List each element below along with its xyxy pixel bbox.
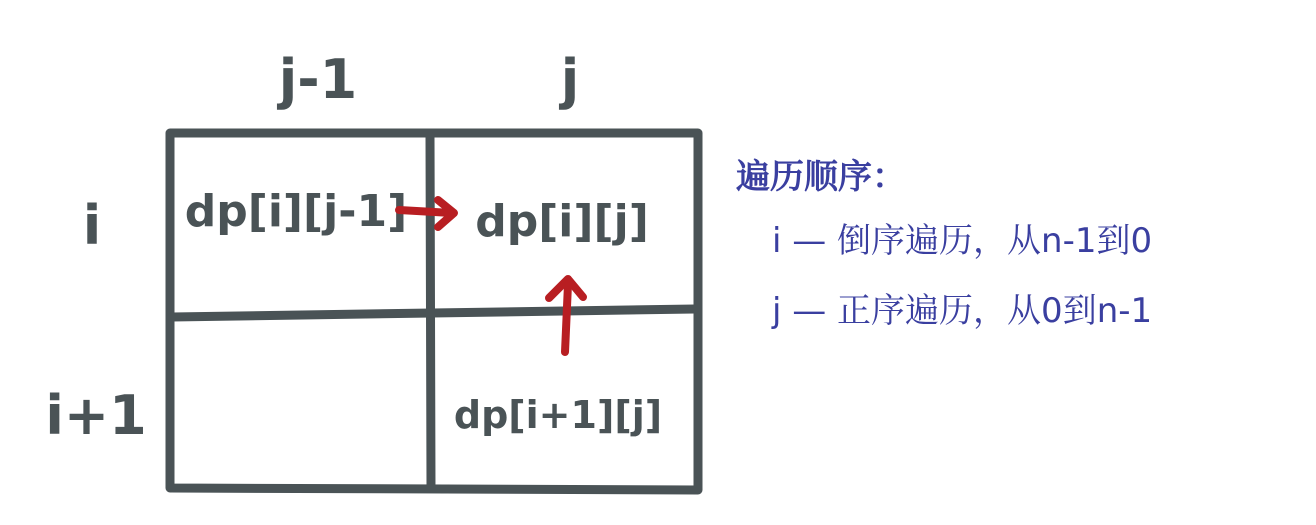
cell-dp-i-j-minus-1: dp[i][j-1]	[184, 186, 408, 237]
row-label-i-plus-1: i+1	[45, 384, 147, 447]
arrow-below-to-current	[565, 284, 568, 352]
traversal-order-j: j — 正序遍历，从0到n-1	[772, 291, 1153, 331]
arrow-left-to-current	[399, 210, 452, 213]
traversal-order-title: 遍历顺序：	[736, 157, 906, 197]
row-label-i: i	[82, 194, 102, 257]
column-label-j-minus-1: j-1	[278, 48, 358, 111]
traversal-order-i: i — 倒序遍历，从n-1到0	[772, 221, 1153, 261]
cell-dp-i-j: dp[i][j]	[475, 196, 649, 247]
cell-dp-i-plus-1-j: dp[i+1][j]	[453, 393, 663, 437]
column-label-j: j	[560, 48, 580, 111]
grid-horizontal-divider	[172, 309, 695, 317]
